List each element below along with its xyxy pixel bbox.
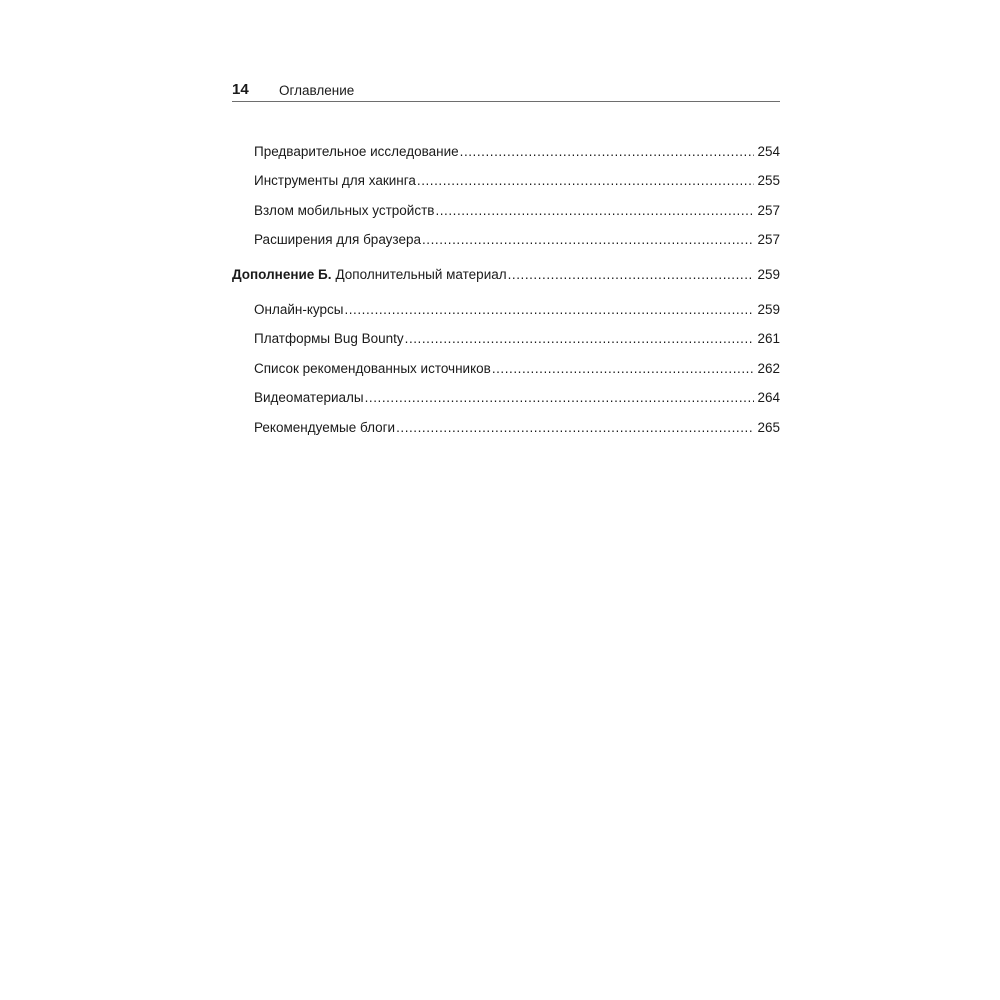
toc-entry-page: 254 bbox=[757, 144, 780, 159]
toc-entry-title: Предварительное исследование bbox=[254, 144, 459, 159]
toc-entry-title: Платформы Bug Bounty bbox=[254, 331, 404, 346]
toc-dot-leader bbox=[422, 231, 754, 249]
toc-entry-title: Список рекомендованных источников bbox=[254, 361, 491, 376]
toc-entry-title: Рекомендуемые блоги bbox=[254, 420, 396, 435]
toc-entry-page: 257 bbox=[757, 203, 780, 218]
toc-dot-leader bbox=[417, 172, 755, 190]
toc-entry-appendix bbox=[232, 266, 780, 284]
appendix-label: Дополнение Б. bbox=[232, 267, 332, 282]
toc-entry-page: 255 bbox=[757, 173, 780, 188]
toc-dot-leader bbox=[344, 301, 754, 319]
toc-dot-leader bbox=[460, 143, 755, 161]
toc-dot-leader bbox=[405, 330, 755, 348]
toc-entry-page: 264 bbox=[757, 390, 780, 405]
toc-entry bbox=[254, 419, 780, 437]
toc-entry-page: 259 bbox=[757, 267, 780, 282]
toc-entry bbox=[254, 231, 780, 249]
toc-entry-page: 262 bbox=[757, 361, 780, 376]
toc-entry-title: Видеоматериалы bbox=[254, 390, 364, 405]
toc-entry bbox=[254, 172, 780, 190]
page-header bbox=[232, 80, 780, 102]
toc-entry-title: Взлом мобильных устройств bbox=[254, 203, 435, 218]
page-number: 14 bbox=[232, 81, 249, 98]
toc-entry-page: 265 bbox=[757, 420, 780, 435]
toc-dot-leader bbox=[508, 266, 755, 284]
toc-dot-leader bbox=[492, 360, 755, 378]
toc-dot-leader bbox=[396, 419, 754, 437]
toc-entry bbox=[254, 143, 780, 161]
toc-dot-leader bbox=[365, 389, 755, 407]
toc-entry bbox=[254, 202, 780, 220]
toc-entry-page: 257 bbox=[757, 232, 780, 247]
appendix-title: Дополнительный материал bbox=[335, 267, 507, 282]
toc-entry bbox=[254, 330, 780, 348]
toc-entry-page: 261 bbox=[757, 331, 780, 346]
running-header-title: Оглавление bbox=[279, 83, 355, 98]
toc-entry bbox=[254, 389, 780, 407]
toc-entry-page: 259 bbox=[757, 302, 780, 317]
toc-entry bbox=[254, 360, 780, 378]
toc-entry-title: Онлайн-курсы bbox=[254, 302, 344, 317]
toc-dot-leader bbox=[435, 202, 754, 220]
toc-entry-title: Инструменты для хакинга bbox=[254, 173, 416, 188]
toc-entry-title bbox=[232, 266, 507, 284]
toc-entry-title: Расширения для браузера bbox=[254, 232, 421, 247]
toc-entry bbox=[254, 301, 780, 319]
